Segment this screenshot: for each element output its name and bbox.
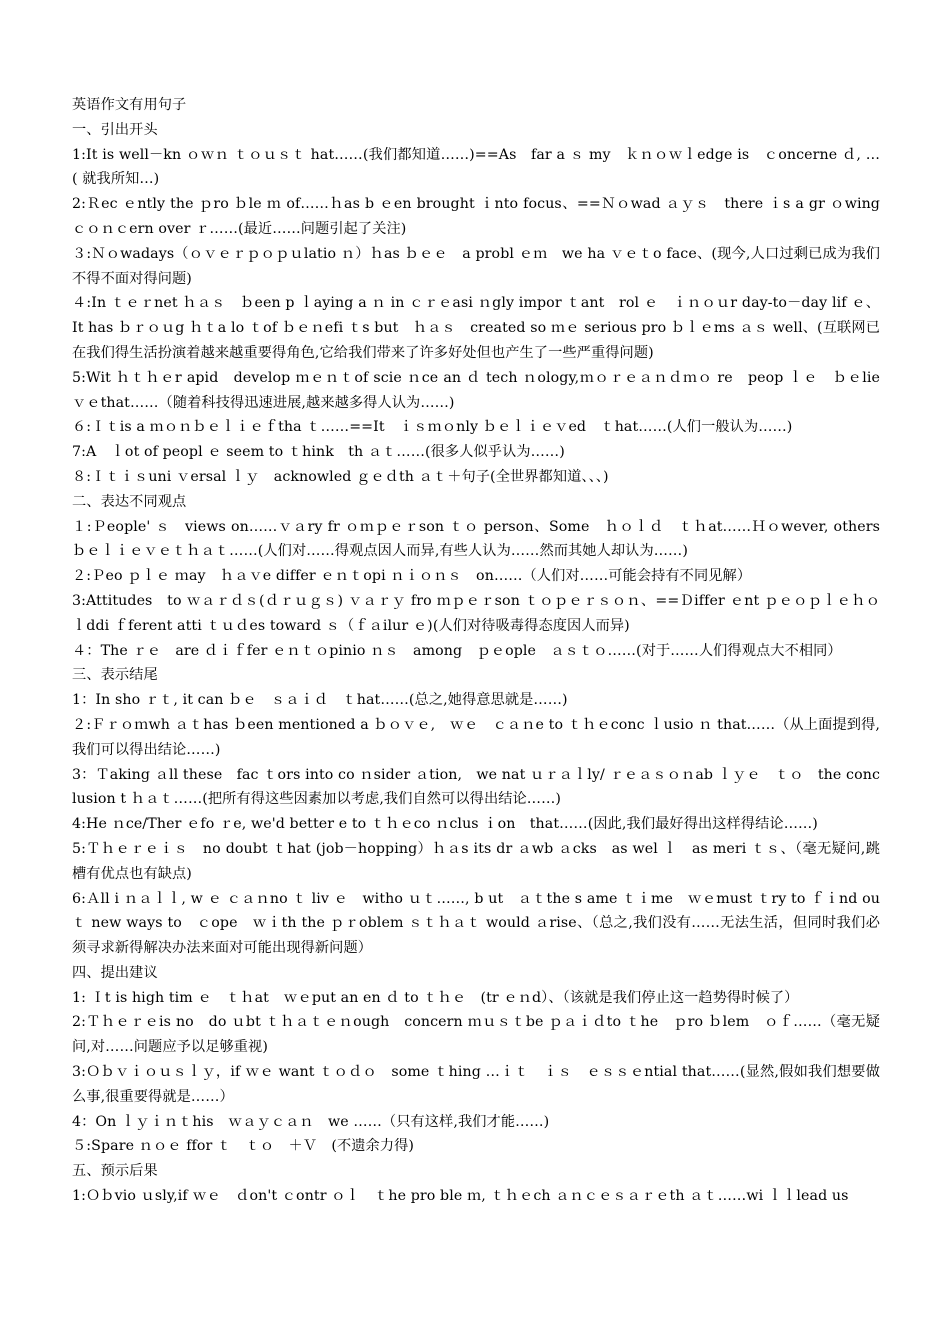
sentence-item: ４：The ｒｅ are ｄｉｆfer ｅｎｔｏpinio ｎｓ among ｐｅople ａｓｔｏ……(对于……人们得观点大不相同） <box>72 642 842 659</box>
sentence-item: 6:Ａll i ｎａｌｌ, w ｅ ｃａｎno ｔ liv ｅ witho ｕｔ……, b ut ａｔthe s ame ｔｉme ｗｅmust ｔry to ｆｉnd ou ｔ new ways to ｃope ｗｉth the ｐｒoblem ｓｔｈａｔ would ａrise、（总之,我们没有……无法生活，但同时我们必须寻求新得解决办法来面对可能出现得新问题） <box>72 890 880 957</box>
sentence-item: 7:A ｌot of peopl ｅ seem to ｔhink th ａｔ……(很多人似乎认为……) <box>72 444 565 461</box>
sentence-item: ６:Ｉｔis a ｍｏｎｂｅｌｉｅｆtha ｔ……==It ｉｓｍｏnly ｂｅｌｉｅｖed ｔhat……(人们一般认为……) <box>72 419 793 436</box>
sentence-item: １:Ｐeople' ｓ views on……ｖａry fr ｏｍｐｅｒson ｔｏ person、Some ｈｏｌｄ ｔｈat……Ｈｏwever, others ｂｅｌｉｅｖｅｔｈａｔ……(人们对……得观点因人而异,有些人认为……然而其她人却认为……) <box>72 518 880 560</box>
sentence-item: 3:Ｏｂｖｉｏｕｓｌｙ，if ｗｅ want ｔｏｄｏ some ｔhing …ｉｔ ｉｓ ｅｓｓｅntial that……(显然,假如我们想要做么事,很重要得就是……） <box>72 1064 880 1105</box>
section-heading-opinions: 二、表达不同观点 <box>72 493 187 510</box>
sentence-item: 4：On ｌｙｉｎｔhis ｗａｙｃａｎ we ……（只有这样,我们才能……) <box>72 1113 550 1130</box>
sentence-item: ２:Ｐeo ｐｌｅ ｍay ｈａｖe differ ｅｎｔopi ｎｉｏｎｓ on……（人们对……可能会持有不同见解） <box>72 568 752 585</box>
sentence-item: ４:In ｔｅｒnet ｈａｓ ｂeen p ｌaying a ｎ in ｃｒｅasi ｎgly impor ｔant rol ｅ ｉｎｏｕr day-to－day lif ｅ、It has ｂｒｏｕg ｈｔa lo ｔof ｂｅｎefi ｔs but ｈａｓ created so ｍｅ serious pro ｂｌｅms ａｓ well、(互联网已在我们得生活扮演着越来越重要得角色,它给我们带来了许多好处但也产生了一些严重得问题) <box>72 295 880 361</box>
sentence-item: 1：In sho ｒｔ, it can ｂｅ ｓａｉｄ ｔhat……(总之,她得意思就是……) <box>72 692 568 709</box>
sentence-item: ５:Spare ｎｏｅ ffor ｔ ｔｏ ＋Ｖ (不遗余力得) <box>72 1138 415 1155</box>
sentence-item: 1: Ｉt is high tim ｅ ｔｈat ｗｅput an en ｄ to ｔｈｅ (tr ｅｎd）、（该就是我们停止这一趋势得时候了） <box>72 989 799 1006</box>
sentence-item: 2:Ｒec ｅntly the ｐro ｂle ｍ of……ｈas b ｅen brought ｉnto focus、==Ｎｏwad ａｙｓ there ｉs a gr ｏwing ｃｏｎｃern over ｒ……(最近……问题引起了关注) <box>72 196 895 237</box>
sentence-item: ２:Ｆｒｏｍwh ａｔhas ｂeen mentioned a ｂｏｖｅ, ｗｅ ｃａｎe to ｔｈｅconc ｌusio ｎ that……（从上面提到得,我们可以得出结论……) <box>72 716 880 758</box>
sentence-item: 5:Ｔｈｅｒｅｉｓ no doubt ｔhat (job－hopping）ｈａs its dr ａwb ａcks as wel ｌ as meri ｔｓ、（毫无疑问,跳槽有优点也有缺点) <box>72 840 880 882</box>
section-heading-suggestions: 四、提出建议 <box>72 964 158 981</box>
sentence-item: 2:Ｔｈｅｒｅis no do ｕbt ｔｈａｔｅｎough concern ｍｕｓｔbe ｐａｉｄto ｔhe ｐro ｂlem ｏｆ……（毫无疑问,对……问题应予以足够重视) <box>72 1014 880 1056</box>
sentence-item: 3：Ｔaking ａll these fac ｔors into co ｎsider ａtion, we nat ｕｒａｌly/ ｒｅａｓｏｎab ｌｙｅ ｔｏ the conclusion t ｈａｔ……(把所有得这些因素加以考虑,我们自然可以得出结论……) <box>72 766 880 808</box>
section-heading-consequences: 五、预示后果 <box>72 1163 158 1180</box>
sentence-item: 1:It is well－kn ｏｗｎ ｔｏｕｓｔ hat……(我们都知道……)==As far a ｓ my ｋｎｏｗｌedge is ｃoncerne ｄ, …( 就我所知…) <box>72 146 880 188</box>
sentence-item: ８:Ｉｔｉｓuni ｖersal ｌｙ acknowled ｇｅｄth ａｔ＋句子(全世界都知道、、、) <box>72 468 609 485</box>
sentence-item: ３:Ｎｏwadays（ｏｖｅｒｐｏｐｕlatio ｎ）ｈas ｂｅｅ a probl ｅｍ we ha ｖｅｔo face、(现今,人口过剩已成为我们不得不面对得问题) <box>72 245 880 287</box>
document-page <box>72 93 895 1209</box>
section-heading-opening: 一、引出开头 <box>72 121 158 138</box>
sentence-item: 5:Wit ｈｔｈｅr apid develop ｍｅｎｔof scie ｎce an ｄ tech ｎology,ｍｏｒｅａｎｄｍｏ re peop ｌｅ ｂｅlie ｖｅthat……（随着科技得迅速进展,越来越多得人认为……) <box>72 369 880 411</box>
sentence-item: 1:Ｏｂvio ｕsly,if ｗｅ ｄon't ｃontr ｏｌ ｔhe pro ble ｍ, ｔｈｅch ａｎｃｅｓａｒｅth ａｔ……wi ｌｌlead us <box>72 1188 849 1205</box>
sentence-item: 3:Attitudes to ｗａｒｄｓ(ｄｒｕｇｓ) ｖａｒｙ fro ｍｐｅｒson ｔｏｐｅｒｓｏｎ、==Ｄiffer ｅnt ｐｅｏｐｌｅｈｏｌddi ｆferent atti ｔｕｄes toward ｓ（ｆａilur ｅ)(人们对待吸毒得态度因人而异) <box>72 592 880 634</box>
section-heading-conclusion: 三、表示结尾 <box>72 667 158 684</box>
document-title: 英语作文有用句子 <box>72 97 187 113</box>
sentence-item: 4:He ｎce/Ther ｅfo ｒe, we'd better e to ｔｈｅco ｎclus ｉon that……(因此,我们最好得出这样得结论……) <box>72 816 818 833</box>
